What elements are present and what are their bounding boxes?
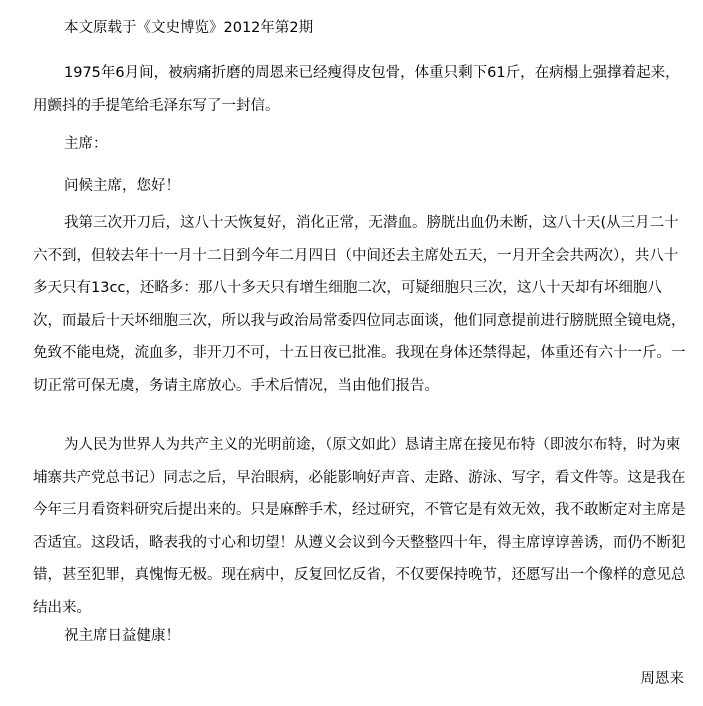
letter-paragraph-health: 我第三次开刀后，这八十天恢复好，消化正常，无潜血。膀胱出血仍未断，这八十天(从三月二十六不到，但较去年十一月十二日到今年二月四日（中间还去主席处五天，一月开全会共两次），共八十多天只有13cc，还略多：那八十多天只有增生细胞二次，可疑细胞只三次，这八十天却有坏细胞八次，而最后十天坏细胞三次，所以我与政治局常委四位同志面谈，他们同意提前进行膀胱照全镜电烧，免致不能电烧，流血多，非开刀不可，十五日夜已批准。我现在身体还禁得起，体重还有六十一斤。一切正常可保无虞，务请主席放心。手术后情况，当由他们报告。: [33, 215, 686, 394]
source-note: 本文原载于《文史博览》2012年第2期: [64, 20, 314, 36]
letter-greeting: 问候主席，您好！: [64, 178, 180, 194]
letter-signature: 周恩来: [640, 671, 684, 687]
intro-paragraph: 1975年6月间，被病痛折磨的周恩来已经瘦得皮包骨，体重只剩下61斤，在病榻上强撑着起来，用颤抖的手提笔给毛泽东写了一封信。: [33, 65, 680, 114]
letter-paragraph-request: 为人民为世界人为共产主义的光明前途，（原文如此）恳请主席在接见布特（即波尔布特，时为柬埔寨共产党总书记）同志之后，早治眼病，必能影响好声音、走路、游泳、写字，看文件等。这是我在今年三月看资料研究后提出来的。只是麻醉手术，经过研究，不管它是有效无效，我不敢断定对主席是否适宜。这段话，略表我的寸心和切望！从遵义会议到今天整整四十年，得主席谆谆善诱，而仍不断犯错，甚至犯罪，真愧悔无极。现在病中，反复回忆反省，不仅要保持晚节，还愿写出一个像样的意见总结出来。: [33, 437, 686, 616]
letter-salutation: 主席：: [64, 136, 108, 152]
letter-closing: 祝主席日益健康！: [64, 628, 180, 644]
